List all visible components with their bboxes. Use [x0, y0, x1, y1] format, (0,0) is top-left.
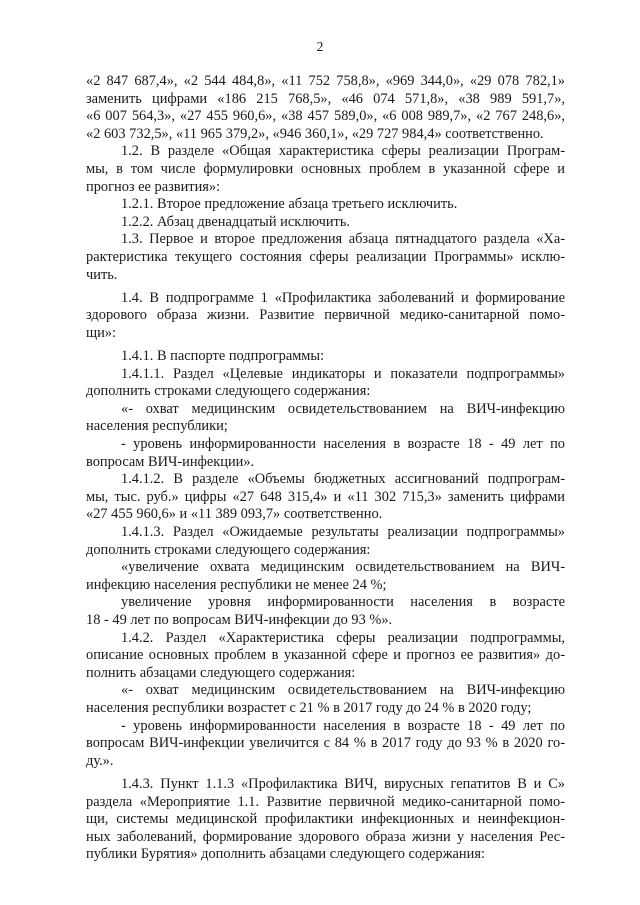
text-line: публики Бурятия» дополнить абзацами следующего содержания: — [86, 846, 485, 863]
text-line: ных заболеваний, формирование здорового образа жизни у населения Рес- — [86, 828, 565, 845]
text-line: 1.3. Первое и второе предложения абзаца пятнадцатого раздела «Ха- — [121, 231, 565, 248]
text-line: населения республики; — [86, 418, 228, 435]
text-line: 1.4.1.2. В разделе «Объемы бюджетных ассигнований подпрограм- — [121, 471, 565, 488]
text-line: увеличение уровня информированности населения в возрасте — [121, 594, 565, 611]
text-line: мы, в том числе формулировки основных проблем в указанной сфере и — [86, 160, 565, 177]
page-number: 2 — [316, 39, 324, 54]
text-line: инфекцию населения республики не менее 24 %; — [86, 576, 387, 593]
text-line: «6 007 564,3», «27 455 960,6», «38 457 589,0», «6 008 989,7», «2 767 248,6», — [86, 108, 565, 125]
text-line: прогноз ее развития»: — [86, 178, 221, 195]
text-line: 1.2.1. Второе предложение абзаца третьего исключить. — [121, 196, 458, 213]
text-line: полнить абзацами следующего содержания: — [86, 664, 356, 681]
text-line: рактеристика текущего состояния сферы реализации Программы» исклю- — [86, 248, 565, 265]
text-line: мы, тыс. руб.» цифры «27 648 315,4» и «11 302 715,3» заменить цифрами — [86, 488, 565, 505]
text-line: здорового образа жизни. Развитие первичной медико-санитарной помо- — [86, 307, 565, 324]
text-line: 1.4.1.1. Раздел «Целевые индикаторы и показатели подпрограммы» — [121, 365, 565, 382]
text-line: «2 847 687,4», «2 544 484,8», «11 752 758,8», «969 344,0», «29 078 782,1» — [86, 73, 565, 89]
text-line: «27 455 960,6» и «11 389 093,7» соответственно. — [86, 506, 383, 523]
text-line: вопросам ВИЧ-инфекции увеличится с 84 % в 2017 году до 93 % в 2020 го- — [86, 735, 565, 752]
text-line: описание основных проблем в указанной сфере и прогноз ее развития» до- — [86, 647, 565, 664]
document-body — [86, 73, 565, 864]
text-line: «- охват медицинским освидетельствованием на ВИЧ-инфекцию — [121, 682, 565, 699]
text-line: 1.4.1.3. Раздел «Ожидаемые результаты реализации подпрограммы» — [121, 524, 565, 541]
text-line: 1.4.2. Раздел «Характеристика сферы реализации подпрограммы, — [121, 629, 565, 646]
text-line: раздела «Мероприятие 1.1. Развитие первичной медико-санитарной помо- — [86, 793, 565, 810]
text-line: 1.4.3. Пункт 1.1.3 «Профилактика ВИЧ, вирусных гепатитов В и С» — [121, 775, 565, 792]
text-line: 1.4. В подпрограмме 1 «Профилактика заболеваний и формирование — [121, 289, 565, 306]
text-line: 18 - 49 лет по вопросам ВИЧ-инфекции до 93 %». — [86, 612, 393, 628]
text-line: заменить цифрами «186 215 768,5», «46 074 571,8», «38 989 591,7», — [86, 90, 565, 107]
text-line: населения республики возрастет с 21 % в 2017 году до 24 % в 2020 году; — [86, 699, 532, 716]
text-line: 1.4.1. В паспорте подпрограммы: — [121, 348, 325, 365]
text-line: «- охват медицинским освидетельствованием на ВИЧ-инфекцию — [121, 400, 565, 417]
text-line: «увеличение охвата медицинским освидетельствованием на ВИЧ- — [121, 559, 565, 576]
text-line: - уровень информированности населения в возрасте 18 - 49 лет по — [121, 436, 565, 453]
text-line: щи»: — [86, 324, 116, 341]
text-line: вопросам ВИЧ-инфекции». — [86, 453, 255, 470]
text-line: ду.». — [86, 752, 114, 769]
text-line: чить. — [86, 266, 118, 283]
text-line: щи, системы медицинской профилактики инфекционных и неинфекцион- — [86, 811, 565, 828]
text-line: дополнить строками следующего содержания: — [86, 541, 371, 558]
text-line: - уровень информированности населения в возрасте 18 - 49 лет по — [121, 717, 565, 734]
text-line: 1.2. В разделе «Общая характеристика сферы реализации Програм- — [121, 143, 565, 160]
text-line: «2 603 732,5», «11 965 379,2», «946 360,1», «29 727 984,4» соответственно. — [86, 125, 544, 142]
text-line: 1.2.2. Абзац двенадцатый исключить. — [121, 213, 350, 230]
text-line: дополнить строками следующего содержания: — [86, 383, 371, 400]
